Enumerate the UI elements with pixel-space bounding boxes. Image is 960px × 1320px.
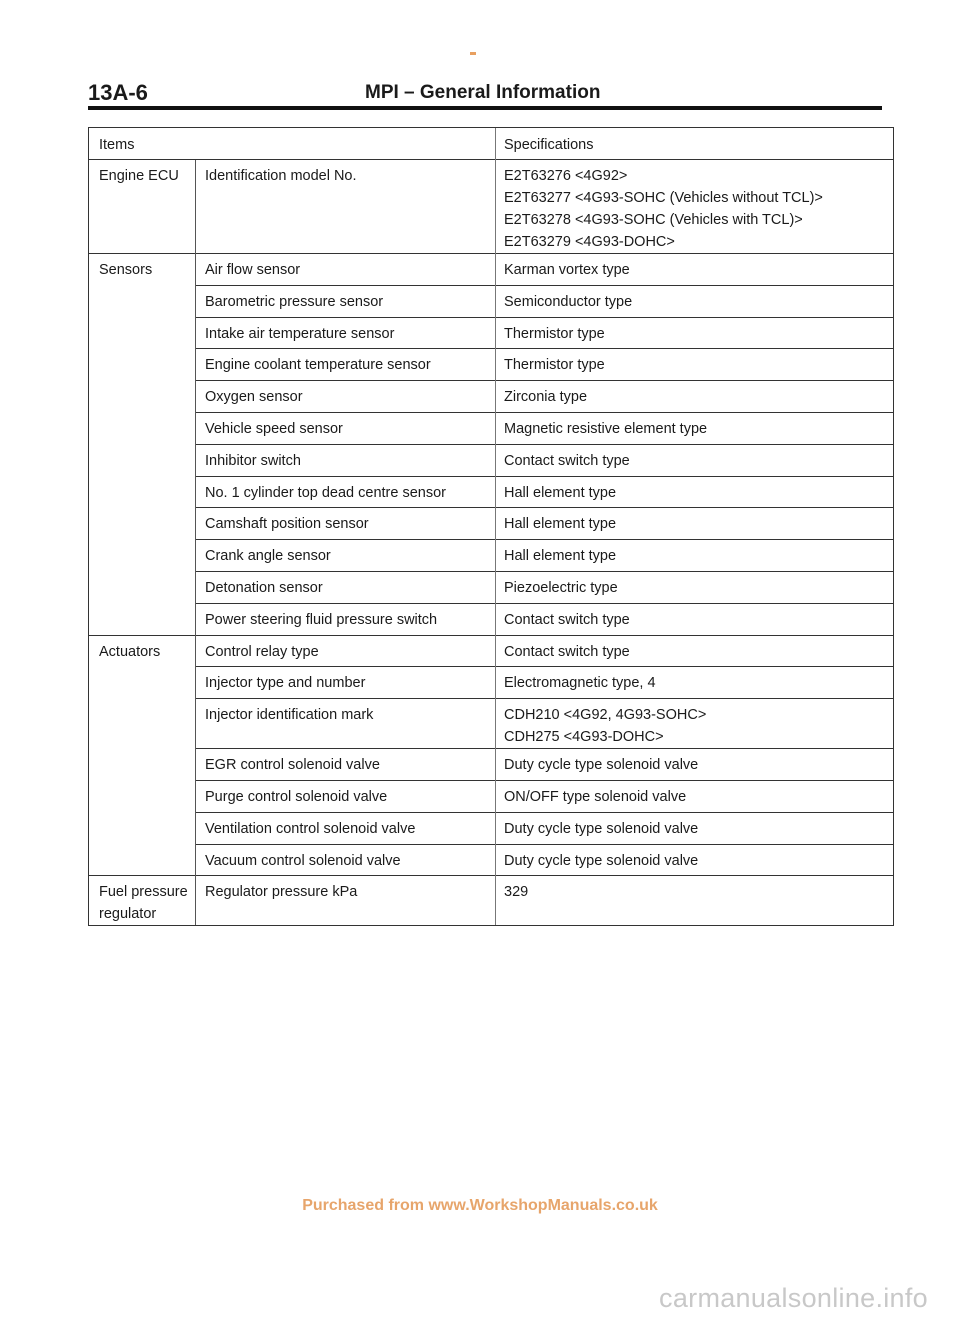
table-row xyxy=(89,160,894,254)
specification-cell xyxy=(496,476,894,508)
group-label-line: Fuel pressure xyxy=(99,884,188,901)
table-row xyxy=(89,780,894,812)
table-row xyxy=(89,412,894,444)
specification-line: Duty cycle type solenoid valve xyxy=(504,852,699,869)
specification-cell xyxy=(496,349,894,381)
group-label: Actuators xyxy=(89,635,196,876)
specification-cell xyxy=(496,160,894,254)
specification-cell xyxy=(496,285,894,317)
table-row xyxy=(89,667,894,699)
specification-line: Duty cycle type solenoid valve xyxy=(504,757,699,774)
item-name: Oxygen sensor xyxy=(196,381,496,413)
specification-cell xyxy=(496,444,894,476)
header-items: Items xyxy=(89,128,496,160)
specification-line: E2T63278 <4G93-SOHC (Vehicles with TCL)> xyxy=(504,212,803,228)
specification-cell xyxy=(496,381,894,413)
group-label-line: regulator xyxy=(99,906,157,923)
table-row xyxy=(89,285,894,317)
table-row xyxy=(89,508,894,540)
table-row xyxy=(89,635,894,667)
specification-line: CDH210 <4G92, 4G93-SOHC> xyxy=(504,707,707,724)
specification-line: Contact switch type xyxy=(504,643,630,660)
header-rule xyxy=(88,106,882,110)
specification-cell xyxy=(496,699,894,749)
specification-line: Contact switch type xyxy=(504,611,630,628)
specification-cell xyxy=(496,667,894,699)
specification-line: Hall element type xyxy=(504,516,617,533)
header-specifications: Specifications xyxy=(496,128,894,160)
specification-cell xyxy=(496,635,894,667)
table-row xyxy=(89,254,894,286)
specification-line: Karman vortex type xyxy=(504,262,630,278)
specification-cell xyxy=(496,780,894,812)
item-name: Camshaft position sensor xyxy=(196,508,496,540)
item-name: Inhibitor switch xyxy=(196,444,496,476)
item-name: Barometric pressure sensor xyxy=(196,285,496,317)
table-row xyxy=(89,812,894,844)
specification-line: CDH275 <4G93-DOHC> xyxy=(504,729,664,746)
table-row xyxy=(89,571,894,603)
group-label xyxy=(89,876,196,926)
specification-line: ON/OFF type solenoid valve xyxy=(504,788,687,805)
specification-line: Thermistor type xyxy=(504,357,605,374)
specification-cell xyxy=(496,317,894,349)
item-name: Crank angle sensor xyxy=(196,540,496,572)
specification-cell xyxy=(496,876,894,926)
table-row xyxy=(89,444,894,476)
item-name: Control relay type xyxy=(196,635,496,667)
specification-line: Thermistor type xyxy=(504,325,605,342)
specification-line: Piezoelectric type xyxy=(504,579,618,596)
specification-line: Contact switch type xyxy=(504,452,630,469)
item-name: No. 1 cylinder top dead centre sensor xyxy=(196,476,496,508)
item-name: Injector identification mark xyxy=(196,699,496,749)
item-name: Identification model No. xyxy=(196,160,496,254)
item-name: EGR control solenoid valve xyxy=(196,749,496,781)
specifications-table xyxy=(88,127,894,926)
table-row xyxy=(89,699,894,749)
specification-line: E2T63279 <4G93-DOHC> xyxy=(504,234,675,250)
table-row xyxy=(89,844,894,876)
item-name: Vacuum control solenoid valve xyxy=(196,844,496,876)
group-label: Engine ECU xyxy=(89,160,196,254)
watermark: Purchased from www.WorkshopManuals.co.uk xyxy=(302,1197,658,1214)
item-name: Purge control solenoid valve xyxy=(196,780,496,812)
table-row xyxy=(89,603,894,635)
specifications-table-body xyxy=(89,128,894,926)
specification-cell xyxy=(496,812,894,844)
table-row xyxy=(89,540,894,572)
table-row xyxy=(89,349,894,381)
table-header-row xyxy=(89,128,894,160)
specification-line: Hall element type xyxy=(504,548,617,565)
group-label: Sensors xyxy=(89,254,196,636)
specification-line: E2T63277 <4G93-SOHC (Vehicles without TCL)> xyxy=(504,190,823,206)
specification-cell xyxy=(496,749,894,781)
item-name: Vehicle speed sensor xyxy=(196,412,496,444)
item-name: Intake air temperature sensor xyxy=(196,317,496,349)
specification-line: E2T63276 <4G92> xyxy=(504,168,628,184)
item-name: Power steering fluid pressure switch xyxy=(196,603,496,635)
specification-line: Semiconductor type xyxy=(504,293,633,310)
table-row xyxy=(89,476,894,508)
specification-line: 329 xyxy=(504,884,529,901)
table-row xyxy=(89,381,894,413)
specification-cell xyxy=(496,844,894,876)
specification-cell xyxy=(496,412,894,444)
item-name: Ventilation control solenoid valve xyxy=(196,812,496,844)
item-name: Air flow sensor xyxy=(196,254,496,286)
page-title: MPI – General Information xyxy=(365,82,601,103)
specification-cell xyxy=(496,603,894,635)
item-name: Detonation sensor xyxy=(196,571,496,603)
specification-cell xyxy=(496,508,894,540)
specification-line: Hall element type xyxy=(504,484,617,501)
table-row xyxy=(89,749,894,781)
specification-line: Magnetic resistive element type xyxy=(504,420,708,437)
table-row xyxy=(89,876,894,926)
top-mark xyxy=(470,52,476,55)
item-name: Injector type and number xyxy=(196,667,496,699)
specification-line: Electromagnetic type, 4 xyxy=(504,675,656,692)
specification-cell xyxy=(496,540,894,572)
specification-cell xyxy=(496,254,894,286)
footer-site: carmanualsonline.info xyxy=(659,1283,928,1313)
item-name: Engine coolant temperature sensor xyxy=(196,349,496,381)
specification-cell xyxy=(496,571,894,603)
specification-line: Duty cycle type solenoid valve xyxy=(504,820,699,837)
specification-line: Zirconia type xyxy=(504,389,588,406)
page-number: 13A-6 xyxy=(88,80,148,105)
item-name: Regulator pressure kPa xyxy=(196,876,496,926)
table-row xyxy=(89,317,894,349)
